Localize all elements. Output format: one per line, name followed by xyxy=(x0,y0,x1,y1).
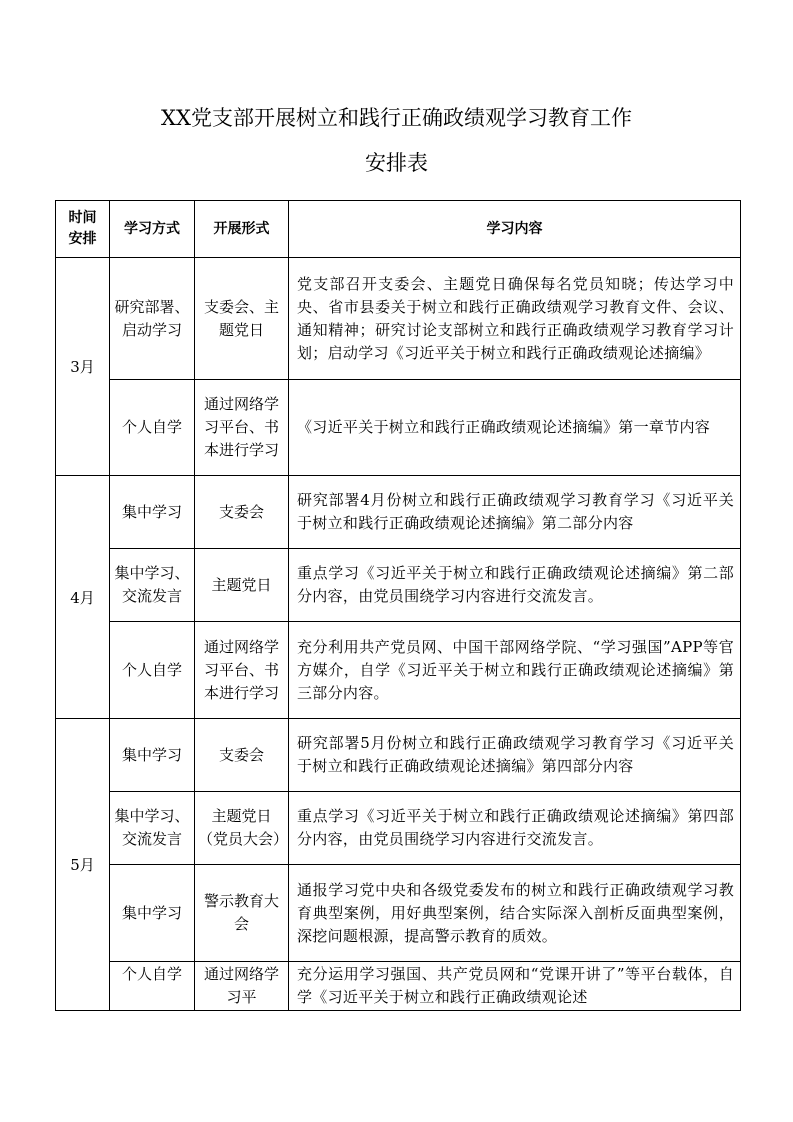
method-cell: 个人自学 xyxy=(110,962,195,1011)
document-title-line2: 安排表 xyxy=(365,151,428,175)
content-cell: 《习近平关于树立和践行正确政绩观论述摘编》第一章节内容 xyxy=(289,380,741,476)
content-cell: 充分利用共产党员网、中国干部网络学院、“学习强国”APP等官方媒介，自学《习近平关于树立和践行正确政绩观论述摘编》第三部分内容。 xyxy=(289,622,741,719)
table-row xyxy=(56,792,741,865)
form-cell: 支委会 xyxy=(195,719,289,792)
month-cell-march: 3月 xyxy=(56,258,110,476)
method-cell: 研究部署、启动学习 xyxy=(110,258,195,380)
form-cell: 主题党日 xyxy=(195,549,289,622)
document-title-line1: XX党支部开展树立和践行正确政绩观学习教育工作 xyxy=(161,106,632,130)
table-header-row xyxy=(56,201,741,258)
table-row xyxy=(56,865,741,962)
form-cell: 通过网络学习平台、书本进行学习 xyxy=(195,380,289,476)
header-method: 学习方式 xyxy=(110,201,195,258)
form-cell: 警示教育大会 xyxy=(195,865,289,962)
form-cell: 支委会 xyxy=(195,476,289,549)
table-row xyxy=(56,719,741,792)
table-row xyxy=(56,258,741,380)
form-cell: 主题党日（党员大会） xyxy=(195,792,289,865)
form-cell: 支委会、主题党日 xyxy=(195,258,289,380)
header-time: 时间安排 xyxy=(56,201,110,258)
content-cell: 研究部署4月份树立和践行正确政绩观学习教育学习《习近平关于树立和践行正确政绩观论述摘编》第二部分内容 xyxy=(289,476,741,549)
method-cell: 个人自学 xyxy=(110,622,195,719)
method-cell: 集中学习 xyxy=(110,865,195,962)
method-cell: 集中学习 xyxy=(110,476,195,549)
table-row xyxy=(56,549,741,622)
content-cell: 充分运用学习强国、共产党员网和“党课开讲了”等平台载体，自学《习近平关于树立和践行正确政绩观论述 xyxy=(289,962,741,1011)
table-row xyxy=(56,476,741,549)
table-row xyxy=(56,622,741,719)
content-cell: 党支部召开支委会、主题党日确保每名党员知晓；传达学习中央、省市县委关于树立和践行正确政绩观学习教育文件、会议、通知精神；研究讨论支部树立和践行正确政绩观学习教育学习计划；启动学习《习近平关于树立和践行正确政绩观论述摘编》 xyxy=(289,258,741,380)
table-row xyxy=(56,380,741,476)
header-content: 学习内容 xyxy=(289,201,741,258)
content-cell: 研究部署5月份树立和践行正确政绩观学习教育学习《习近平关于树立和践行正确政绩观论述摘编》第四部分内容 xyxy=(289,719,741,792)
schedule-table xyxy=(55,200,741,1011)
method-cell: 集中学习、交流发言 xyxy=(110,792,195,865)
method-cell: 集中学习 xyxy=(110,719,195,792)
form-cell: 通过网络学习平台、书本进行学习 xyxy=(195,622,289,719)
header-form: 开展形式 xyxy=(195,201,289,258)
content-cell: 通报学习党中央和各级党委发布的树立和践行正确政绩观学习教育典型案例，用好典型案例，结合实际深入剖析反面典型案例，深挖问题根源，提高警示教育的质效。 xyxy=(289,865,741,962)
method-cell: 集中学习、交流发言 xyxy=(110,549,195,622)
table-row xyxy=(56,962,741,1011)
content-cell: 重点学习《习近平关于树立和践行正确政绩观论述摘编》第二部分内容，由党员围绕学习内容进行交流发言。 xyxy=(289,549,741,622)
month-cell-april: 4月 xyxy=(56,476,110,719)
form-cell: 通过网络学习平 xyxy=(195,962,289,1011)
content-cell: 重点学习《习近平关于树立和践行正确政绩观论述摘编》第四部分内容，由党员围绕学习内容进行交流发言。 xyxy=(289,792,741,865)
month-cell-may: 5月 xyxy=(56,719,110,1011)
method-cell: 个人自学 xyxy=(110,380,195,476)
